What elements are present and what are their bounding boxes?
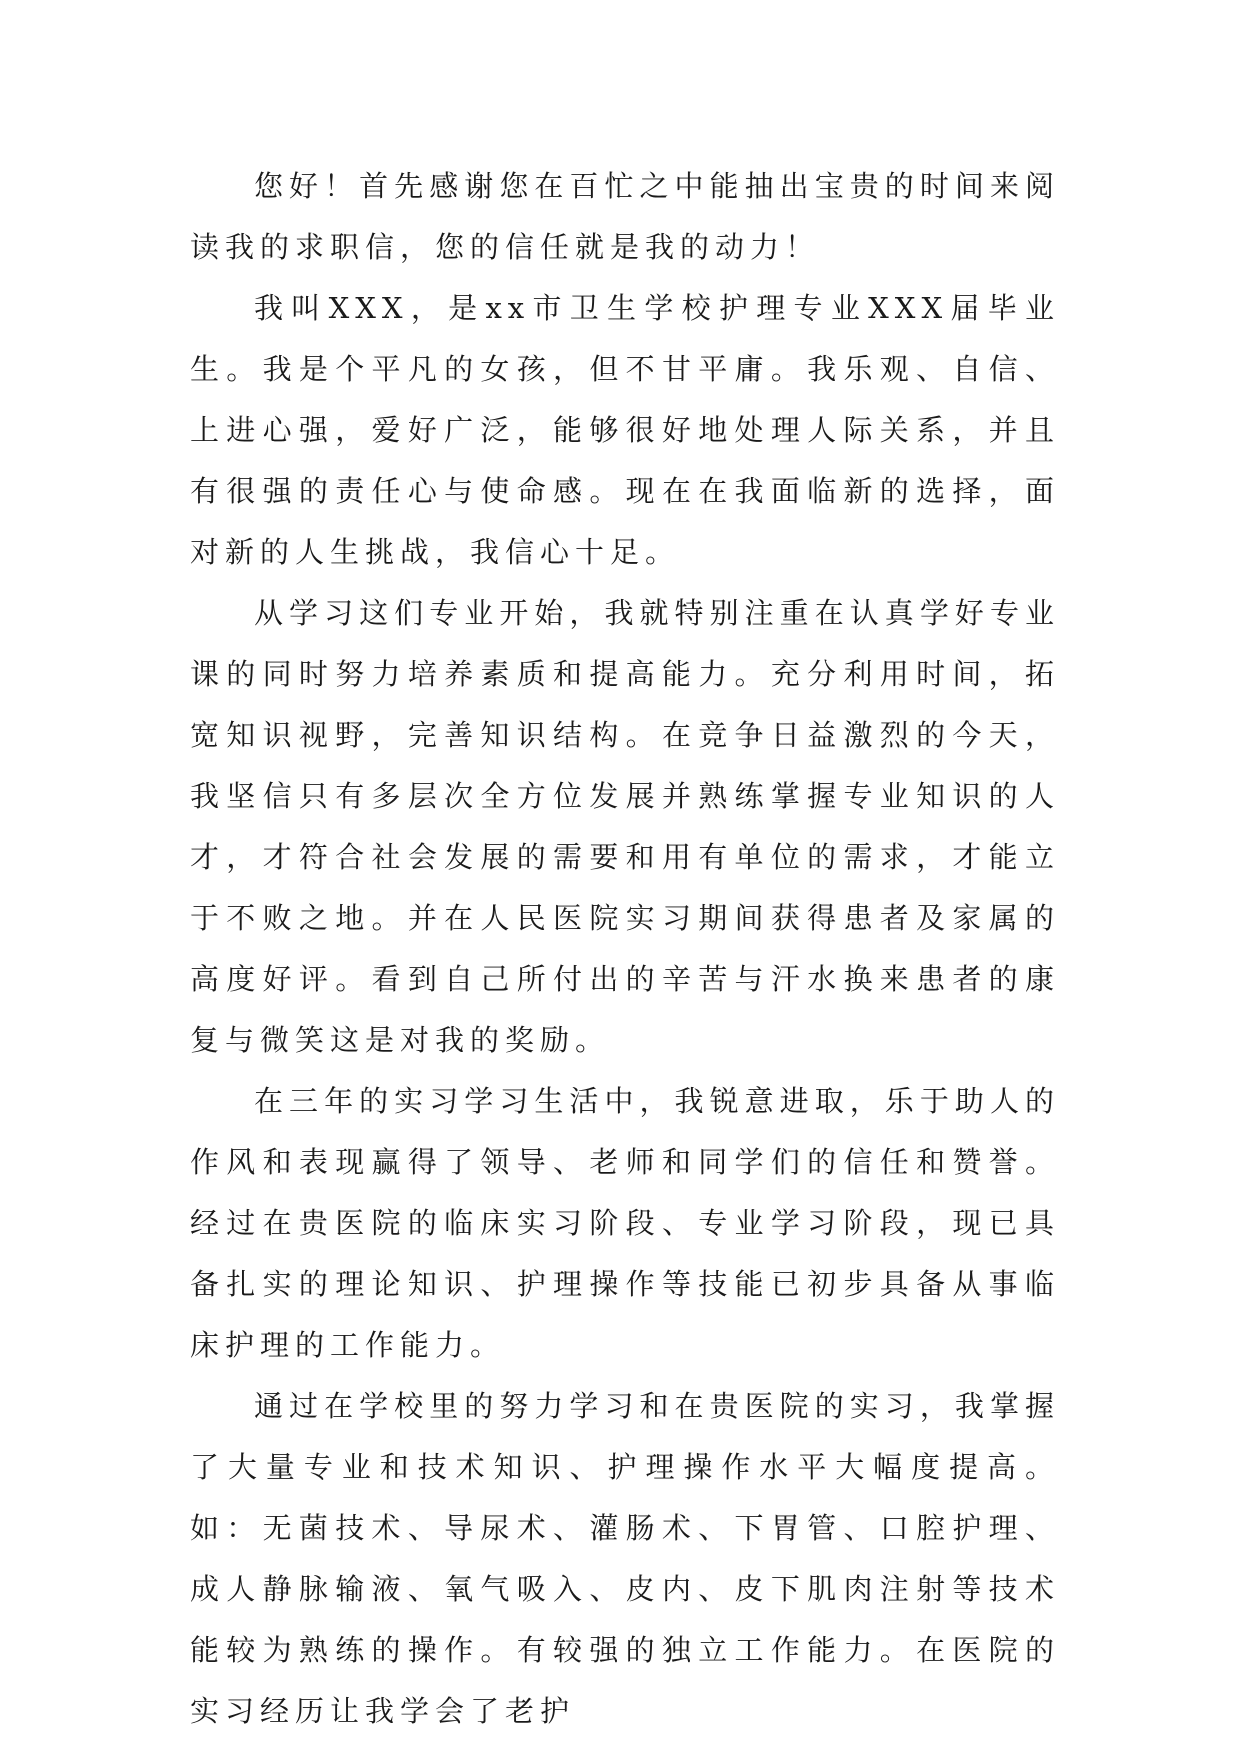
paragraph-greeting: 您好！首先感谢您在百忙之中能抽出宝贵的时间来阅读我的求职信，您的信任就是我的动力！ [190, 169, 1060, 264]
paragraph-introduction: 我叫XXX，是xx市卫生学校护理专业XXX届毕业生。我是个平凡的女孩，但不甘平庸。我乐观、自信、上进心强，爱好广泛，能够很好地处理人际关系，并且有很强的责任心与使命感。现在在我面临新的选择，面对新的人生挑战，我信心十足。 [190, 291, 1060, 569]
letter-body [190, 156, 1060, 1742]
paragraph-skills: 通过在学校里的努力学习和在贵医院的实习，我掌握了大量专业和技术知识、护理操作水平大幅度提高。如：无菌技术、导尿术、灌肠术、下胃管、口腔护理、成人静脉输液、氧气吸入、皮内、皮下肌肉注射等技术能较为熟练的操作。有较强的独立工作能力。在医院的实习经历让我学会了老护 [190, 1389, 1060, 1728]
paragraph-study: 从学习这们专业开始，我就特别注重在认真学好专业课的同时努力培养素质和提高能力。充分利用时间，拓宽知识视野，完善知识结构。在竞争日益激烈的今天，我坚信只有多层次全方位发展并熟练掌握专业知识的人才，才符合社会发展的需要和用有单位的需求，才能立于不败之地。并在人民医院实习期间获得患者及家属的高度好评。看到自己所付出的辛苦与汗水换来患者的康复与微笑这是对我的奖励。 [190, 596, 1060, 1057]
paragraph-internship: 在三年的实习学习生活中，我锐意进取，乐于助人的作风和表现赢得了领导、老师和同学们的信任和赞誉。经过在贵医院的临床实习阶段、专业学习阶段，现已具备扎实的理论知识、护理操作等技能已初步具备从事临床护理的工作能力。 [190, 1084, 1060, 1362]
